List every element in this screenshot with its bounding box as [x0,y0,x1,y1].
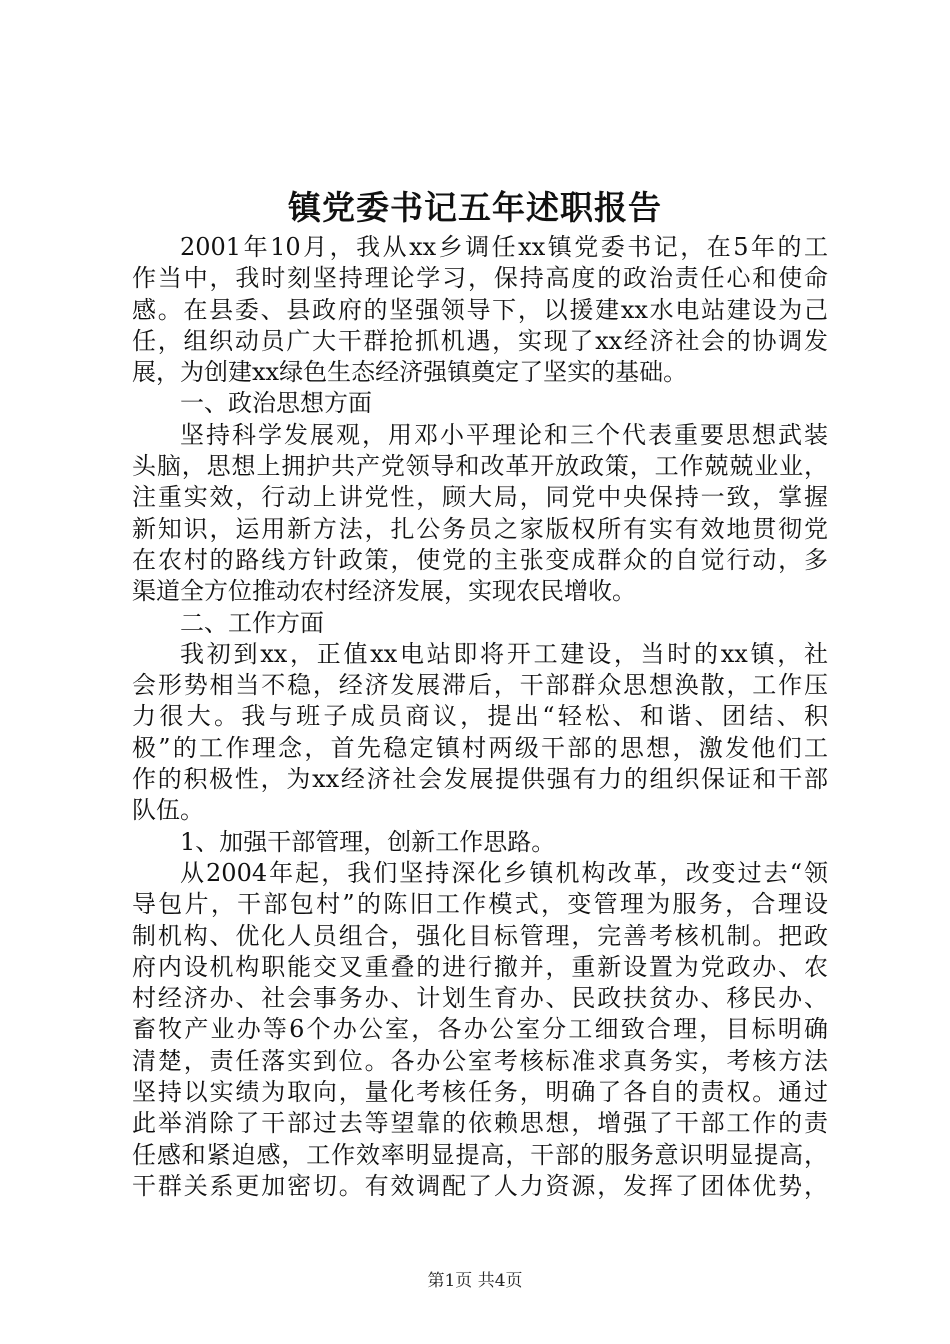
paragraph-line: 展，为创建xx绿色生态经济强镇奠定了坚实的基础。 [132,358,688,387]
paragraph-line: 注重实效，行动上讲党性，顾大局，同党中央保持一致，掌握 [132,483,828,512]
paragraph-line: 制机构、优化人员组合，强化目标管理，完善考核机制。把政 [132,921,828,950]
paragraph-line: 极”的工作理念，首先稳定镇村两级干部的思想，激发他们工 [132,733,828,762]
paragraph-line: 新知识，运用新方法，扎公务员之家版权所有实有效地贯彻党 [132,514,828,543]
paragraph-line: 2001年10月，我从xx乡调任xx镇党委书记，在5年的工 [180,233,828,261]
paragraph-line: 作的积极性，为xx经济社会发展提供强有力的组织保证和干部 [132,765,828,794]
paragraph-line: 府内设机构职能交叉重叠的进行撤并，重新设置为党政办、农 [132,952,828,981]
paragraph-line: 会形势相当不稳，经济发展滞后，干部群众思想涣散，工作压 [132,671,828,700]
paragraph-line: 清楚，责任落实到位。各办公室考核标准求真务实，考核方法 [132,1046,828,1075]
paragraph-line: 干群关系更加密切。有效调配了人力资源，发挥了团体优势， [132,1171,828,1200]
paragraph-line: 感。在县委、县政府的坚强领导下，以援建xx水电站建设为己 [132,295,828,324]
paragraph-line: 坚持科学发展观，用邓小平理论和三个代表重要思想武装 [180,420,828,449]
paragraph-line: 从2004年起，我们坚持深化乡镇机构改革，改变过去“领 [180,858,828,887]
paragraph-line: 导包片，干部包村”的陈旧工作模式，变管理为服务，合理设 [132,890,828,919]
section-heading: 二、工作方面 [180,608,324,637]
paragraph-line: 村经济办、社会事务办、计划生育办、民政扶贫办、移民办、 [132,984,828,1013]
subsection-heading: 1、加强干部管理，创新工作思路。 [180,827,556,856]
paragraph-line: 在农村的路线方针政策，使党的主张变成群众的自觉行动，多 [132,545,828,574]
paragraph-line: 渠道全方位推动农村经济发展，实现农民增收。 [132,577,636,606]
paragraph-line: 作当中，我时刻坚持理论学习，保持高度的政治责任心和使命 [132,264,828,293]
document-body [132,232,828,1202]
paragraph-line: 任感和紧迫感，工作效率明显提高，干部的服务意识明显提高， [132,1140,828,1169]
document-title: 镇党委书记五年述职报告 [288,188,662,227]
page-footer: 第1页 共4页 [427,1271,523,1291]
paragraph-line: 畜牧产业办等6个办公室，各办公室分工细致合理，目标明确 [132,1015,828,1044]
paragraph-line: 头脑，思想上拥护共产党领导和改革开放政策，工作兢兢业业， [132,452,828,481]
paragraph-line: 力很大。我与班子成员商议，提出“轻松、和谐、团结、积 [132,702,828,731]
paragraph-line: 此举消除了干部过去等望靠的依赖思想，增强了干部工作的责 [132,1109,828,1138]
paragraph-line: 队伍。 [132,796,204,825]
paragraph-line: 坚持以实绩为取向，量化考核任务，明确了各自的责权。通过 [132,1078,828,1107]
paragraph-line: 我初到xx，正值xx电站即将开工建设，当时的xx镇，社 [180,639,828,668]
section-heading: 一、政治思想方面 [180,389,372,418]
paragraph-line: 任，组织动员广大干群抢抓机遇，实现了xx经济社会的协调发 [132,326,828,355]
